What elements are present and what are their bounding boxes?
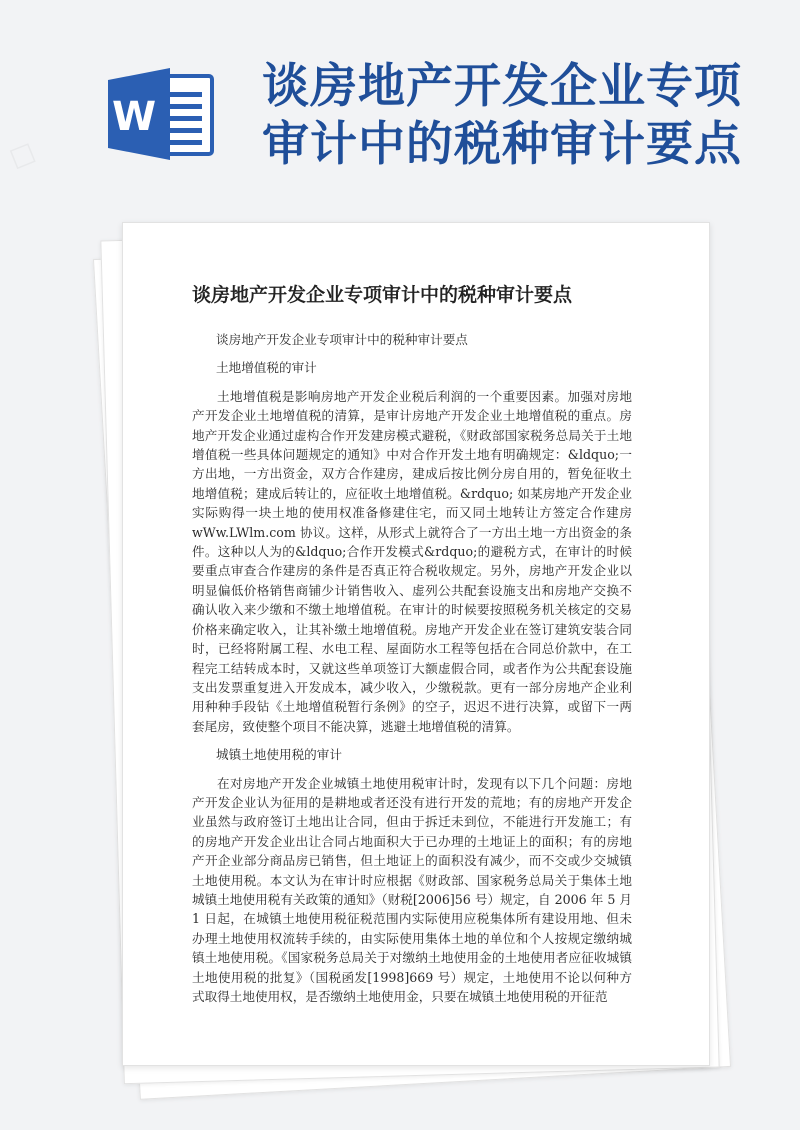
- document-title: 谈房地产开发企业专项审计中的税种审计要点: [192, 284, 573, 306]
- document-body: [192, 330, 632, 1015]
- word-icon-letter: W: [111, 94, 157, 140]
- header-title: 谈房地产开发企业专项审计中的税种审计要点: [262, 59, 742, 172]
- document-page: [122, 222, 710, 1064]
- section-paragraph: 在对房地产开发企业城镇土地使用税审计时，发现有以下几个问题：房地产开发企业认为征用的是耕地或者还没有进行开发的荒地；有的房地产开发企业虽然与政府签订土地出让合同，但由于拆迁未到位，不能进行开发施工；有的房地产开发企业出让合同占地面积大于已办理的土地证上的面积；有的房地产开企业部分商品房已销售，但土地证上的面积没有减少，而不交或少交城镇土地使用税。本文认为在审计时应根据《财政部、国家税务总局关于集体土地城镇土地使用税有关政策的通知》（财税[2006]56 号）规定，自 2006 年 5 月 1 日起，在城镇土地使用税征税范围内实际使用应税集体所有建设用地、但未办理土地使用权流转手续的，由实际使用集体土地的单位和个人按规定缴纳城镇土地使用税。《国家税务总局关于对缴纳土地使用金的土地使用者应征收城镇土地使用税的批复》（国税函发[1998]669 号）规定，土地使用不论以何种方式取得土地使用权，是否缴纳土地使用金，只要在城镇土地使用税的开征范: [192, 775, 632, 1004]
- section-paragraph: 土地增值税是影响房地产开发企业税后利润的一个重要因素。加强对房地产开发企业土地增值税的清算，是审计房地产开发企业土地增值税的重点。房地产开发企业通过虚构合作开发建房模式避税，《财政部国家税务总局关于土地增值税一些具体问题规定的通知》中对合作开发土地有明确规定：&ldquo;一方出地，一方出资金，双方合作建房，建成后按比例分房自用的，暂免征收土地增值税；建成后转让的，应征收土地增值税。&rdquo; 如某房地产开发企业实际购得一块土地的使用权准备修建住宅，而又同土地转让方签定合作建房 wWw.LWlm.com 协议。这样，从形式上就符合了一方出土地一方出资金的条件。这种以人为的&ldquo;合作开发模式&rdquo;的避税方式，在审计的时候要重点审查合作建房的条件是否真正符合税收规定。另外，房地产开发企业以明显偏低价格销售商铺少计销售收入、虚列公共配套设施支出和房地产交换不确认收入来少缴和不缴土地增值税。在审计的时候要按照税务机关核定的交易价格来确定收入，让其补缴土地增值税。房地产开发企业在签订建筑安装合同时，已经将附属工程、水电工程、屋面防水工程等包括在合同总价款中，在工程完工结转成本时，又就这些单项签订大额虚假合同，或者作为公共配套设施支出发票重复进入开发成本，减少收入，少缴税款。更有一部分房地产企业利用种种手段钻《土地增值税暂行条例》的空子，迟迟不进行决算，或留下一两套尾房，致使整个项目不能决算，逃避土地增值税的清算。: [192, 388, 632, 734]
- word-document-icon: [108, 66, 216, 162]
- section-heading: 城镇土地使用税的审计: [216, 747, 342, 763]
- watermark: □: [5, 136, 40, 174]
- document-subtitle: 谈房地产开发企业专项审计中的税种审计要点: [216, 332, 468, 347]
- section-heading: 土地增值税的审计: [216, 360, 317, 376]
